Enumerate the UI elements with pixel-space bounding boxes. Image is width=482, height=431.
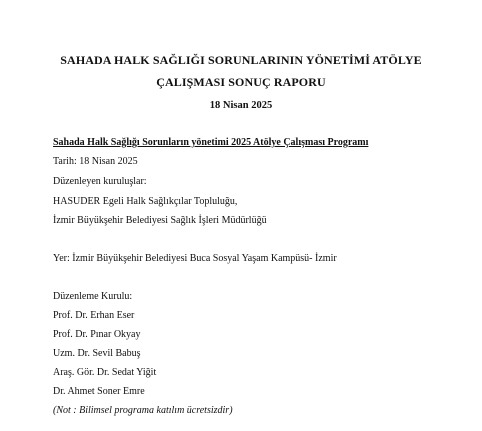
program-title: Sahada Halk Sağlığı Sorunların yönetimi 2025 Atölye Çalışması Programı xyxy=(53,137,369,148)
committee-member: Dr. Ahmet Soner Emre xyxy=(53,386,145,397)
location-line: Yer: İzmir Büyükşehir Belediyesi Buca Sosyal Yaşam Kampüsü- İzmir xyxy=(53,253,337,264)
participation-note: (Not : Bilimsel programa katılım ücretsizdir) xyxy=(53,405,233,416)
committee-member: Araş. Gör. Dr. Sedat Yiğit xyxy=(53,367,157,378)
committee-label: Düzenleme Kurulu: xyxy=(53,291,133,302)
report-title-line-2: ÇALIŞMASI SONUÇ RAPORU xyxy=(156,75,326,89)
program-date: Tarih: 18 Nisan 2025 xyxy=(53,156,138,167)
organizers-label: Düzenleyen kuruluşlar: xyxy=(53,176,147,187)
report-date: 18 Nisan 2025 xyxy=(209,100,273,111)
committee-member: Prof. Dr. Pınar Okyay xyxy=(53,329,141,340)
committee-member: Prof. Dr. Erhan Eser xyxy=(53,310,135,321)
organizer-1: HASUDER Egeli Halk Sağlıkçılar Topluluğu, xyxy=(53,196,238,207)
report-title-line-1: SAHADA HALK SAĞLIĞI SORUNLARININ YÖNETİMİ ATÖLYE xyxy=(60,53,422,67)
committee-member: Uzm. Dr. Sevil Babuş xyxy=(53,348,141,359)
organizer-2: İzmir Büyükşehir Belediyesi Sağlık İşleri Müdürlüğü xyxy=(53,215,267,226)
